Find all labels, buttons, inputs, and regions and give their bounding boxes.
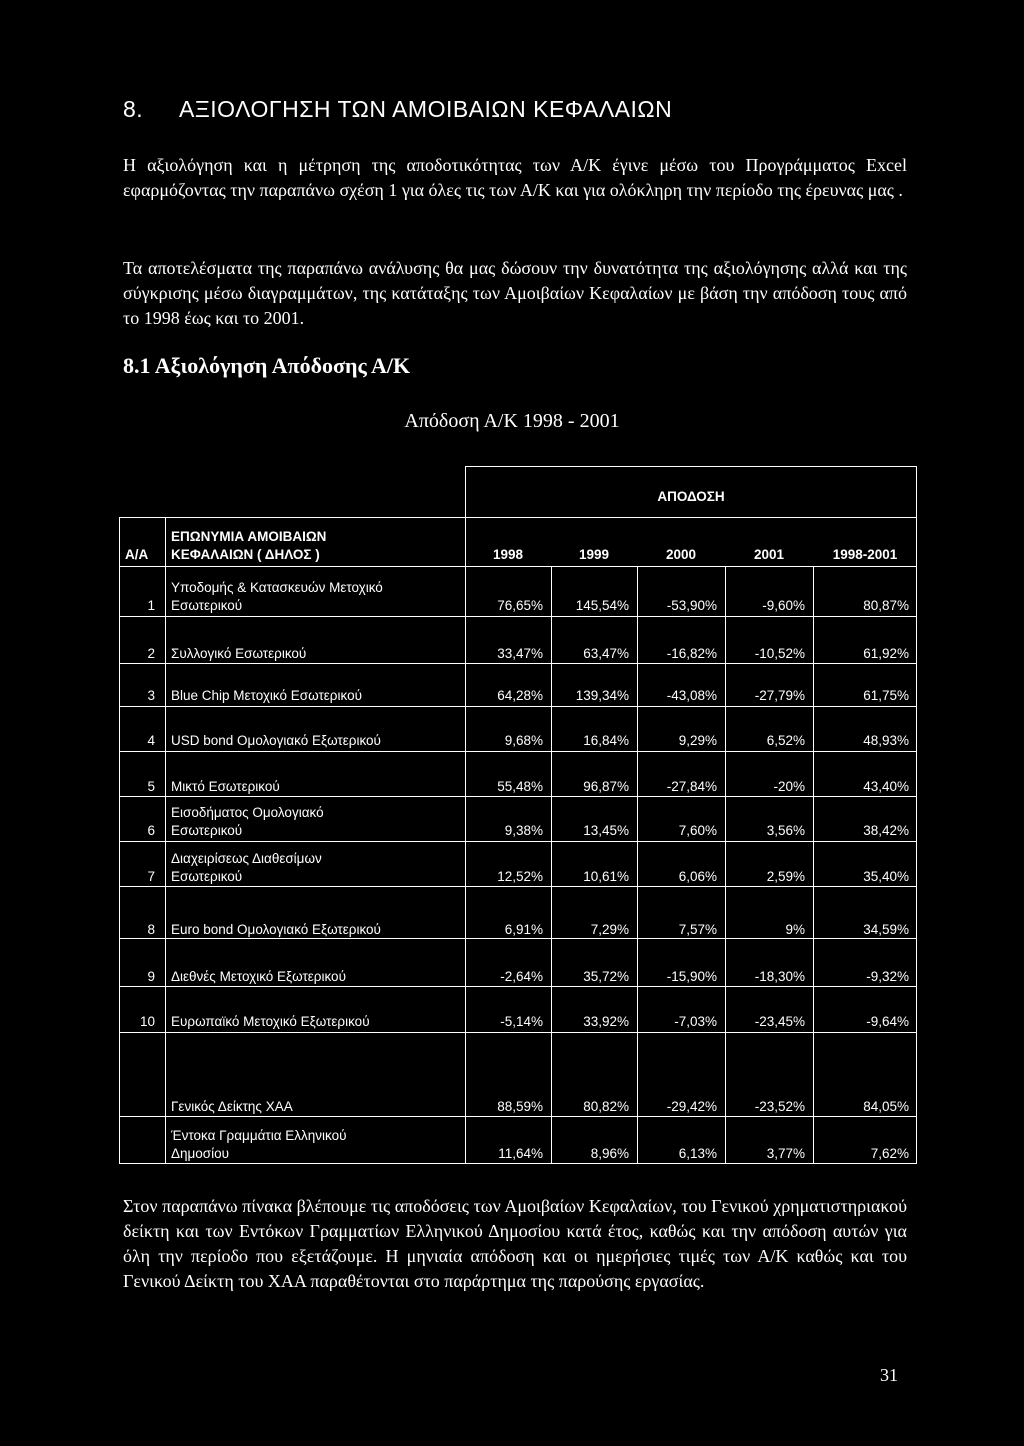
header-year: 1998	[492, 547, 524, 562]
return-value: 2,59%	[766, 869, 805, 884]
table-rule	[119, 986, 917, 987]
return-value: -27,79%	[754, 688, 805, 703]
return-value: -23,45%	[754, 1014, 805, 1029]
table-rule	[551, 566, 552, 1164]
table-rule	[119, 938, 917, 939]
table-rule	[119, 1163, 917, 1164]
return-value: -20%	[773, 779, 805, 794]
table-rule	[165, 517, 166, 1163]
fund-name: Εσωτερικού	[171, 823, 243, 838]
fund-name: Blue Chip Μετοχικό Εσωτερικού	[171, 688, 362, 703]
fund-name: Εσωτερικού	[171, 869, 243, 884]
return-value: 12,52%	[497, 869, 543, 884]
return-value: 33,92%	[583, 1014, 629, 1029]
return-value: 35,40%	[863, 869, 909, 884]
table-rule	[119, 566, 917, 567]
return-value: 7,57%	[678, 922, 717, 937]
return-value: 84,05%	[863, 1099, 909, 1114]
return-value: -53,90%	[666, 598, 717, 613]
return-value: 64,28%	[497, 688, 543, 703]
conclusion-paragraph: Στον παραπάνω πίνακα βλέπουμε τις αποδόσεις των Αμοιβαίων Κεφαλαίων, του Γενικού χρηματιστηριακού δείκτη και των Εντόκων Γραμματίων Ελληνικού Δημοσίου κατά έτος, καθώς και την απόδοση αυτών για όλη την περίοδο που εξετάζουμε. Η μηνιαία απόδοση και οι ημερήσιες τιμές των Α/Κ καθώς και του Γενικού Δείκτη του ΧΑΑ παραθέτονται στο παράρτημα της παρούσης εργασίας.	[123, 1196, 907, 1291]
return-value: 6,13%	[678, 1146, 717, 1161]
return-value: 16,84%	[583, 733, 629, 748]
section-heading	[123, 96, 672, 123]
section-number: 8.	[123, 96, 144, 122]
row-number: 5	[147, 779, 155, 794]
header-aa: Α/Α	[125, 547, 149, 562]
return-value: 10,61%	[583, 869, 629, 884]
table-rule	[637, 566, 638, 1164]
header-year: 1998-2001	[832, 547, 898, 562]
fund-name: Εσωτερικού	[171, 598, 243, 613]
return-value: 63,47%	[583, 646, 629, 661]
row-number: 6	[147, 823, 155, 838]
table-rule	[465, 466, 466, 1164]
return-value: -2,64%	[500, 969, 543, 984]
return-value: -18,30%	[754, 969, 805, 984]
table-rule	[916, 466, 917, 1164]
fund-name: Ευρωπαϊκό Μετοχικό Εξωτερικού	[171, 1014, 370, 1029]
table-rule	[119, 841, 917, 842]
header-name-line2: ΚΕΦΑΛΑΙΩΝ ( ΔΗΛΟΣ )	[171, 547, 320, 562]
fund-name: Δημοσίου	[171, 1146, 230, 1161]
return-value: -9,60%	[762, 598, 805, 613]
intro-paragraph-2: Τα αποτελέσματα της παραπάνω ανάλυσης θα μας δώσουν την δυνατότητα της αξιολόγησης αλλά και της σύγκρισης μέσω διαγραμμάτων, της κατάταξης των Αμοιβαίων Κεφαλαίων με βάση την απόδοση τους από το 1998 έως και το 2001.	[123, 258, 907, 328]
return-value: -5,14%	[500, 1014, 543, 1029]
row-number: 9	[147, 969, 155, 984]
table-rule	[119, 1032, 917, 1033]
row-number: 1	[147, 598, 155, 613]
return-value: -15,90%	[666, 969, 717, 984]
return-value: 7,60%	[678, 823, 717, 838]
row-number: 3	[147, 688, 155, 703]
table-rule	[725, 566, 726, 1164]
return-value: 80,82%	[583, 1099, 629, 1114]
fund-name: Μικτό Εσωτερικού	[171, 779, 280, 794]
return-value: 96,87%	[583, 779, 629, 794]
return-value: 76,65%	[497, 598, 543, 613]
returns-table	[119, 466, 917, 1164]
return-value: 9,29%	[678, 733, 717, 748]
return-value: 61,75%	[863, 688, 909, 703]
page-number: 31	[880, 1365, 898, 1385]
row-number: 10	[139, 1014, 155, 1029]
fund-name: Euro bond Ομολογιακό Εξωτερικού	[171, 922, 381, 937]
return-value: 38,42%	[863, 823, 909, 838]
group-header: ΑΠΟΔΟΣΗ	[657, 489, 725, 504]
table-rule	[119, 517, 917, 518]
return-value: -43,08%	[666, 688, 717, 703]
return-value: 55,48%	[497, 779, 543, 794]
return-value: 61,92%	[863, 646, 909, 661]
header-name-line1: ΕΠΩΝΥΜΙΑ ΑΜΟΙΒΑΙΩΝ	[171, 529, 327, 544]
table-rule	[119, 706, 917, 707]
return-value: 48,93%	[863, 733, 909, 748]
row-number: 4	[147, 733, 155, 748]
return-value: 88,59%	[497, 1099, 543, 1114]
return-value: 33,47%	[497, 646, 543, 661]
table-rule	[813, 566, 814, 1164]
header-year: 2001	[753, 547, 785, 562]
return-value: 145,54%	[575, 598, 629, 613]
fund-name: Συλλογικό Εσωτερικού	[171, 646, 307, 661]
header-year: 1999	[578, 547, 610, 562]
return-value: -9,32%	[866, 969, 909, 984]
return-value: 3,77%	[766, 1146, 805, 1161]
return-value: 9,68%	[504, 733, 543, 748]
return-value: 139,34%	[575, 688, 629, 703]
row-number: 8	[147, 922, 155, 937]
return-value: -23,52%	[754, 1099, 805, 1114]
table-rule	[119, 517, 120, 1163]
return-value: -29,42%	[666, 1099, 717, 1114]
return-value: -16,82%	[666, 646, 717, 661]
table-rule	[119, 796, 917, 797]
fund-name: USD bond Ομολογιακό Εξωτερικού	[171, 733, 381, 748]
header-year: 2000	[665, 547, 697, 562]
fund-name-line1: Εισοδήματος Ομολογιακό	[171, 805, 324, 820]
return-value: 80,87%	[863, 598, 909, 613]
return-value: -27,84%	[666, 779, 717, 794]
fund-name-line1: Διαχειρίσεως Διαθεσίμων	[171, 851, 322, 866]
table-rule	[119, 1116, 917, 1117]
return-value: 34,59%	[863, 922, 909, 937]
table-rule	[119, 663, 917, 664]
table-rule	[119, 751, 917, 752]
return-value: 7,62%	[870, 1146, 909, 1161]
table-rule	[119, 886, 917, 887]
return-value: 6,52%	[766, 733, 805, 748]
section-title: ΑΞΙΟΛΟΓΗΣΗ ΤΩΝ ΑΜΟΙΒΑΙΩΝ ΚΕΦΑΛΑΙΩΝ	[179, 96, 673, 122]
subsection-title: 8.1 Αξιολόγηση Απόδοσης Α/Κ	[123, 353, 411, 378]
return-value: 6,91%	[504, 922, 543, 937]
return-value: 9%	[785, 922, 805, 937]
table-rule	[119, 616, 917, 617]
intro-paragraph-1: Η αξιολόγηση και η μέτρηση της αποδοτικότητας των Α/Κ έγινε μέσω του Προγράμματος Excel εφαρμόζοντας την παραπάνω σχέση 1 για όλες τις των Α/Κ και για ολόκληρη την περίοδο της έρευνας μας .	[123, 155, 907, 200]
return-value: 3,56%	[766, 823, 805, 838]
return-value: 6,06%	[678, 869, 717, 884]
return-value: -10,52%	[754, 646, 805, 661]
fund-name-line1: Υποδομής & Κατασκευών Μετοχικό	[171, 580, 383, 595]
fund-name: Διεθνές Μετοχικό Εξωτερικού	[171, 969, 346, 984]
return-value: -7,03%	[674, 1014, 717, 1029]
fund-name: Γενικός Δείκτης ΧΑΑ	[171, 1099, 293, 1114]
return-value: 43,40%	[863, 779, 909, 794]
return-value: 9,38%	[504, 823, 543, 838]
return-value: 7,29%	[590, 922, 629, 937]
row-number: 7	[147, 869, 155, 884]
table-rule	[465, 466, 917, 467]
return-value: 11,64%	[498, 1146, 543, 1161]
return-value: 8,96%	[590, 1146, 629, 1161]
return-value: -9,64%	[866, 1014, 909, 1029]
table-caption: Απόδοση Α/Κ 1998 - 2001	[404, 410, 620, 432]
return-value: 35,72%	[583, 969, 629, 984]
return-value: 13,45%	[583, 823, 629, 838]
row-number: 2	[147, 646, 155, 661]
fund-name-line1: Έντοκα Γραμμάτια Ελληνικού	[171, 1128, 347, 1143]
